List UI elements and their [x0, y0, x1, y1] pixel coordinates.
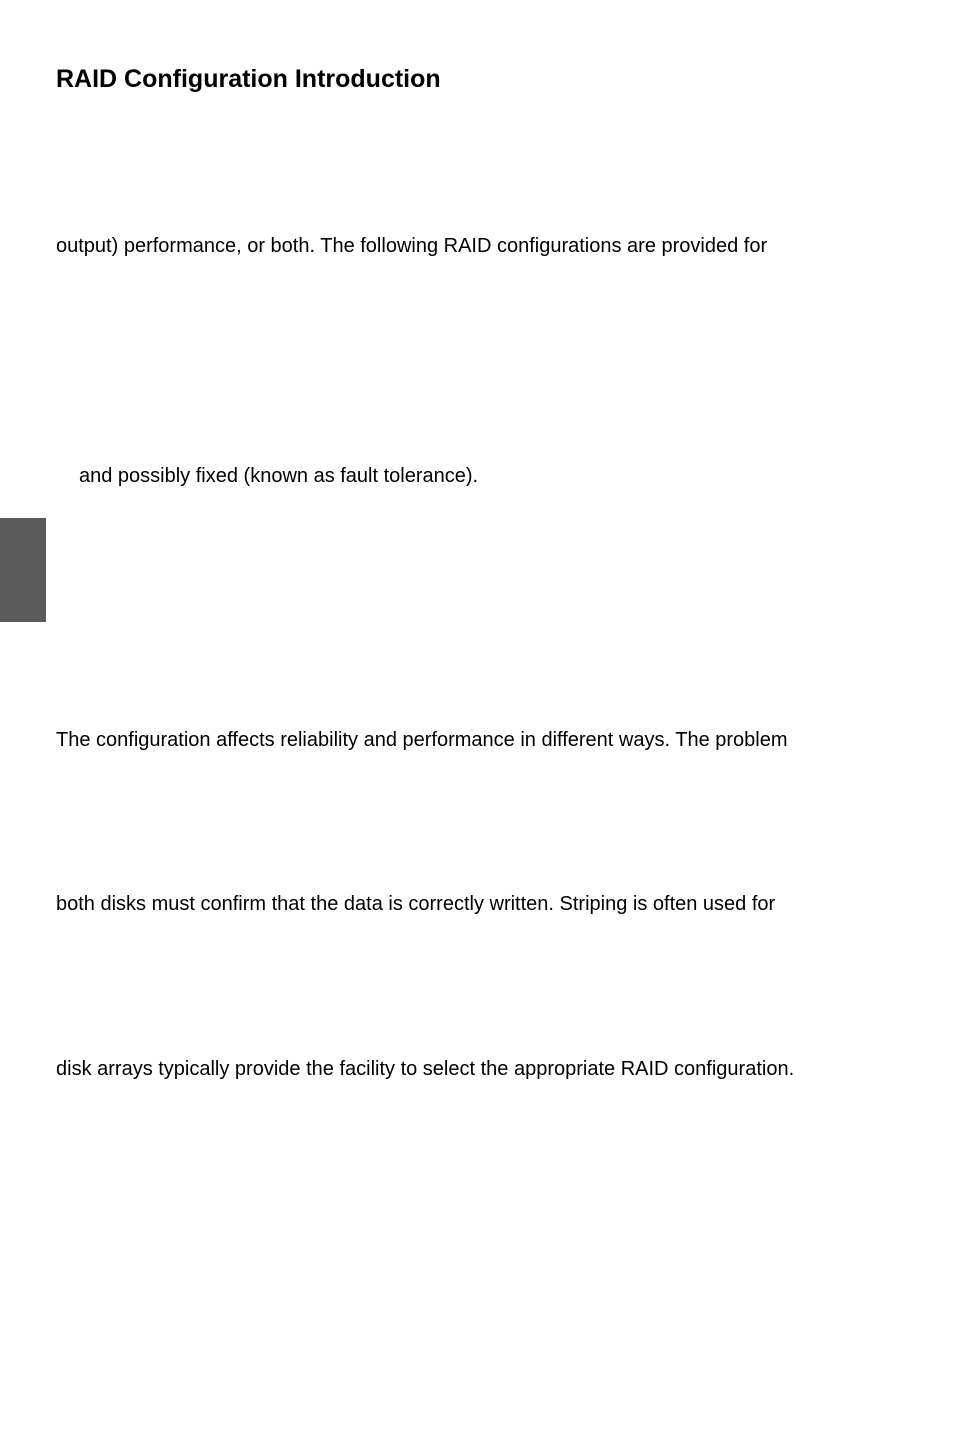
body-text-line-4: both disks must confirm that the data is correctly written. Striping is often used for — [56, 893, 776, 915]
chapter-side-tab — [0, 518, 46, 622]
body-text-line-1: output) performance, or both. The following RAID configurations are provided for — [56, 235, 768, 257]
body-text-line-2: and possibly fixed (known as fault tolerance). — [79, 465, 479, 487]
page-title: RAID Configuration Introduction — [56, 65, 441, 93]
body-text-line-5: disk arrays typically provide the facility to select the appropriate RAID configuration. — [56, 1058, 795, 1080]
body-text-line-3: The configuration affects reliability and performance in different ways. The problem — [56, 729, 788, 751]
